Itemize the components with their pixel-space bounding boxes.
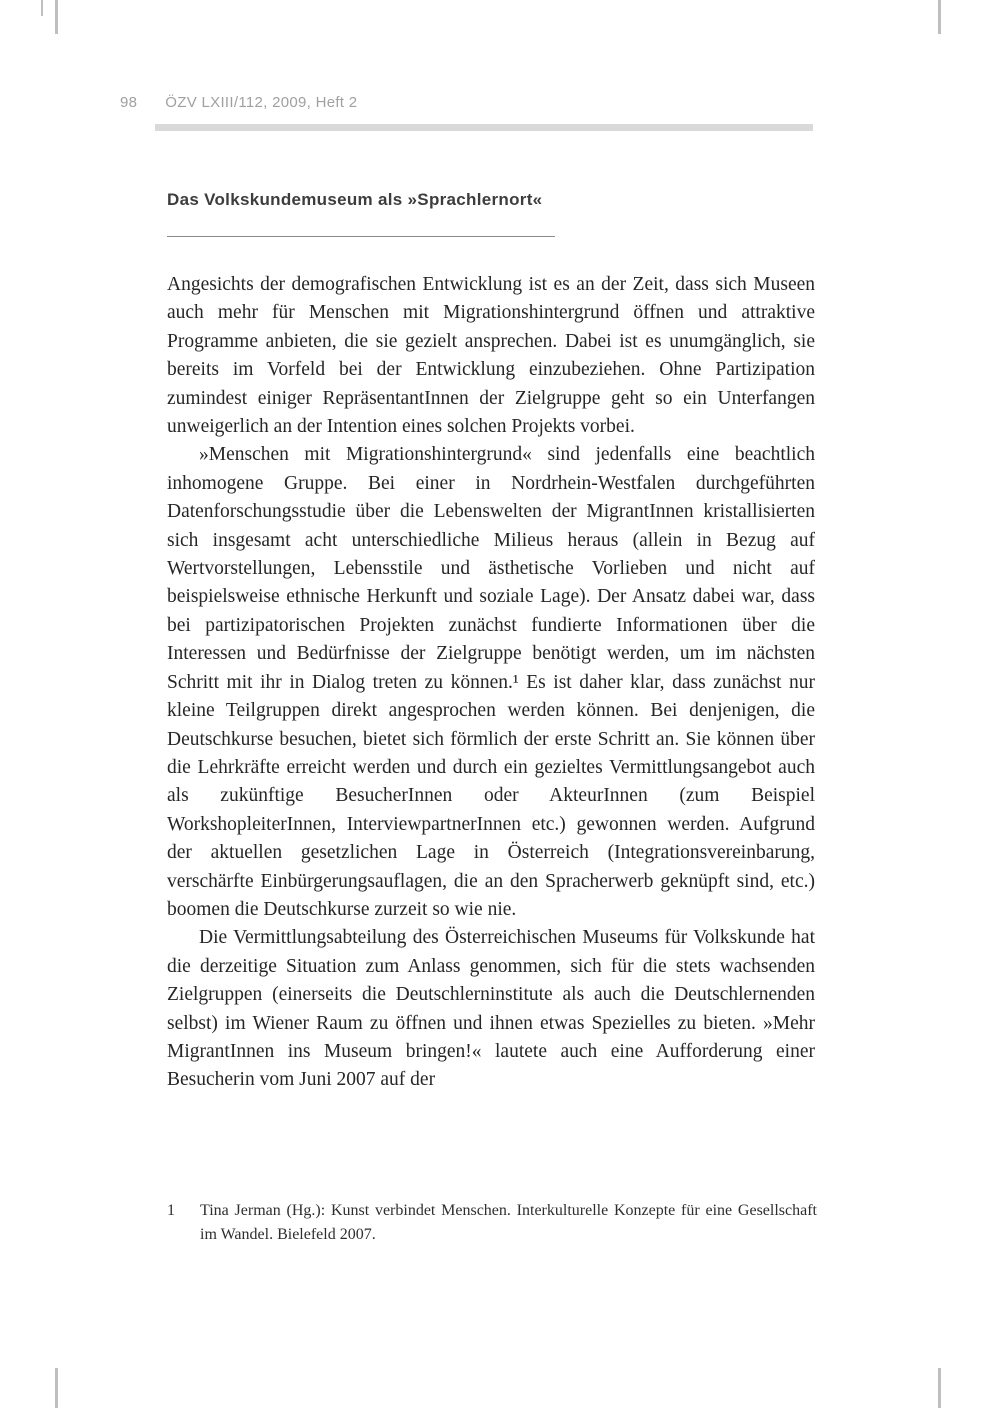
footnote-text: Tina Jerman (Hg.): Kunst verbindet Menschen. Interkulturelle Konzepte für eine Gesellschaft im Wandel. Bielefeld 2007. [200,1202,817,1243]
paragraph: »Menschen mit Migrationshintergrund« sind jedenfalls eine beachtlich inhomogene Gruppe. Bei einer in Nordrhein-Westfalen durchgeführten Datenforschungsstudie über die Lebenswelten der MigrantInnen kristallisierten sich insgesamt acht unterschiedliche Milieus heraus (allein in Bezug auf Wertvorstellungen, Lebensstile und ästhetische Vorlieben und nicht auf beispielsweise ethnische Herkunft und soziale Lage). Der Ansatz dabei war, dass bei partizipatorischen Projekten zunächst fundierte Informationen über die Interessen und Bedürfnisse der Zielgruppe benötigt werden, um im nächsten Schritt mit ihr in Dialog treten zu können.¹ Es ist daher klar, dass zunächst nur kleine Teilgruppen direkt angesprochen werden können. Bei denjenigen, die Deutschkurse besuchen, bietet sich förmlich der erste Schritt an. Sie können über die Lehrkräfte erreicht werden und durch ein gezieltes Vermittlungsangebot auch als zukünftige BesucherInnen oder AkteurInnen (zum Beispiel WorkshopleiterInnen, InterviewpartnerInnen etc.) gewonnen werden. Aufgrund der aktuellen gesetzlichen Lage in Österreich (Integrationsvereinbarung, verschärfte Einbürgerungsauflagen, die an den Spracherwerb geknüpft sind, etc.) boomen die Deutschkurse zurzeit so wie nie. [167,444,815,920]
article-body [167,271,815,1095]
running-head [120,94,357,111]
crop-mark-top-left-outer [41,0,43,16]
crop-mark-bottom-left [55,1368,58,1408]
journal-info: ÖZV LXIII/112, 2009, Heft 2 [165,94,358,111]
title-underline [167,236,555,237]
paragraph: Angesichts der demografischen Entwicklung ist es an der Zeit, dass sich Museen auch mehr für Menschen mit Migrationshintergrund öffnen und attraktive Programme anbieten, die sie gezielt ansprechen. Dabei ist es unumgänglich, sie bereits im Vorfeld bei der Entwicklung einzubeziehen. Ohne Partizipation zumindest einiger RepräsentantInnen der Zielgruppe geht so ein Unterfangen unweigerlich an der Intention eines solchen Projekts vorbei. [167,274,815,438]
paragraph: Die Vermittlungsabteilung des Österreichischen Museums für Volkskunde hat die derzeitige Situation zum Anlass genommen, sich für die stets wachsenden Zielgruppen (einerseits die Deutschlerninstitute als auch die Deutschlernenden selbst) im Wiener Raum zu öffnen und ihnen etwas Spezielles zu bieten. »Mehr MigrantInnen ins Museum bringen!« lautete auch eine Aufforderung einer Besucherin vom Juni 2007 auf der [167,927,815,1091]
article-title: Das Volkskundemuseum als »Sprachlernort« [167,190,543,209]
crop-mark-bottom-right [938,1368,941,1408]
footnote [167,1199,817,1246]
footnote-number: 1 [167,1202,175,1219]
page-number: 98 [120,94,138,111]
header-rule [155,124,813,131]
crop-mark-top-left [55,0,58,34]
crop-mark-top-right [938,0,941,34]
